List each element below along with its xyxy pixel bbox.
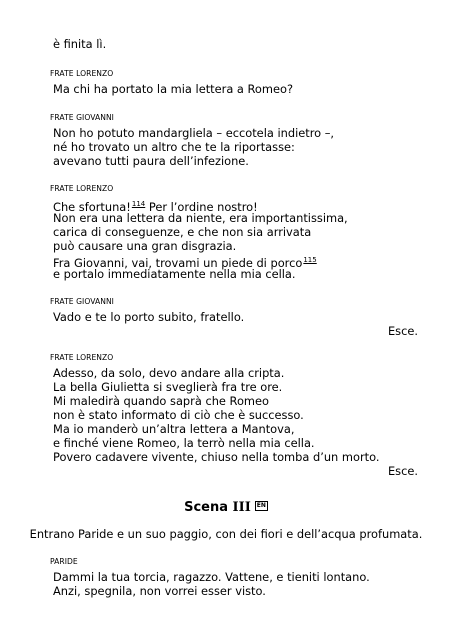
footnote-link[interactable]: 115 [303, 256, 317, 264]
dialogue-line: e portalo immediatamente nella mia cella. [53, 267, 296, 281]
dialogue-line: Dammi la tua torcia, ragazzo. Vattene, e tieniti lontano. [53, 570, 370, 584]
dialogue-line: né ho trovato un altro che te la riportasse: [53, 140, 295, 154]
scene-number: III [232, 500, 251, 515]
speaker-name: FRATE LORENZO [50, 353, 114, 362]
dialogue-line: Mi maledirà quando saprà che Romeo [53, 394, 269, 408]
dialogue-line: Ma io manderò un’altra lettera a Mantova, [53, 422, 295, 436]
footnote-link[interactable]: 114 [131, 200, 146, 208]
speaker-name: PARIDE [50, 557, 78, 566]
dialogue-line: Adesso, da solo, devo andare alla cripta. [53, 366, 285, 380]
dialogue-line: La bella Giulietta si sveglierà fra tre ore. [53, 380, 283, 394]
stage-exit: Esce. [387, 464, 418, 478]
scene-label: Scena [184, 500, 228, 515]
dialogue-line: non è stato informato di ciò che è successo. [53, 408, 304, 422]
dialogue-line: Vado e te lo porto subito, fratello. [53, 310, 245, 324]
dialogue-line: Povero cadavere vivente, chiuso nella tomba d’un morto. [53, 450, 380, 464]
dialogue-line: Ma chi ha portato la mia lettera a Romeo? [53, 82, 294, 96]
dialogue-line: carica di conseguenze, e che non sia arrivata [53, 225, 312, 239]
stage-direction: Entrano Paride e un suo paggio, con dei fiori e dell’acqua profumata. [29, 527, 423, 541]
stage-exit: Esce. [387, 324, 418, 338]
speaker-name: FRATE GIOVANNI [50, 297, 114, 306]
dialogue-text: Che sfortuna! [53, 200, 131, 214]
dialogue-line: e finché viene Romeo, la terrò nella mia cella. [53, 436, 315, 450]
dialogue-line: avevano tutti paura dell’infezione. [53, 154, 249, 168]
speaker-name: FRATE LORENZO [50, 184, 114, 193]
speaker-name: FRATE LORENZO [50, 69, 114, 78]
scene-heading [0, 500, 452, 515]
dialogue-text: Fra Giovanni, vai, trovami un piede di porco [53, 256, 303, 270]
speaker-name: FRATE GIOVANNI [50, 113, 114, 122]
dialogue-line: può causare una gran disgrazia. [53, 239, 237, 253]
english-version-link[interactable]: EN [256, 502, 266, 509]
dialogue-line: Non era una lettera da niente, era importantissima, [53, 211, 348, 225]
dialogue-line: Non ho potuto mandargliela – eccotela indietro –, [53, 126, 335, 140]
dialogue-line: è finita lì. [53, 37, 107, 51]
dialogue-text: Per l’ordine nostro! [148, 200, 258, 214]
dialogue-line: Anzi, spegnila, non vorrei esser visto. [53, 584, 266, 598]
